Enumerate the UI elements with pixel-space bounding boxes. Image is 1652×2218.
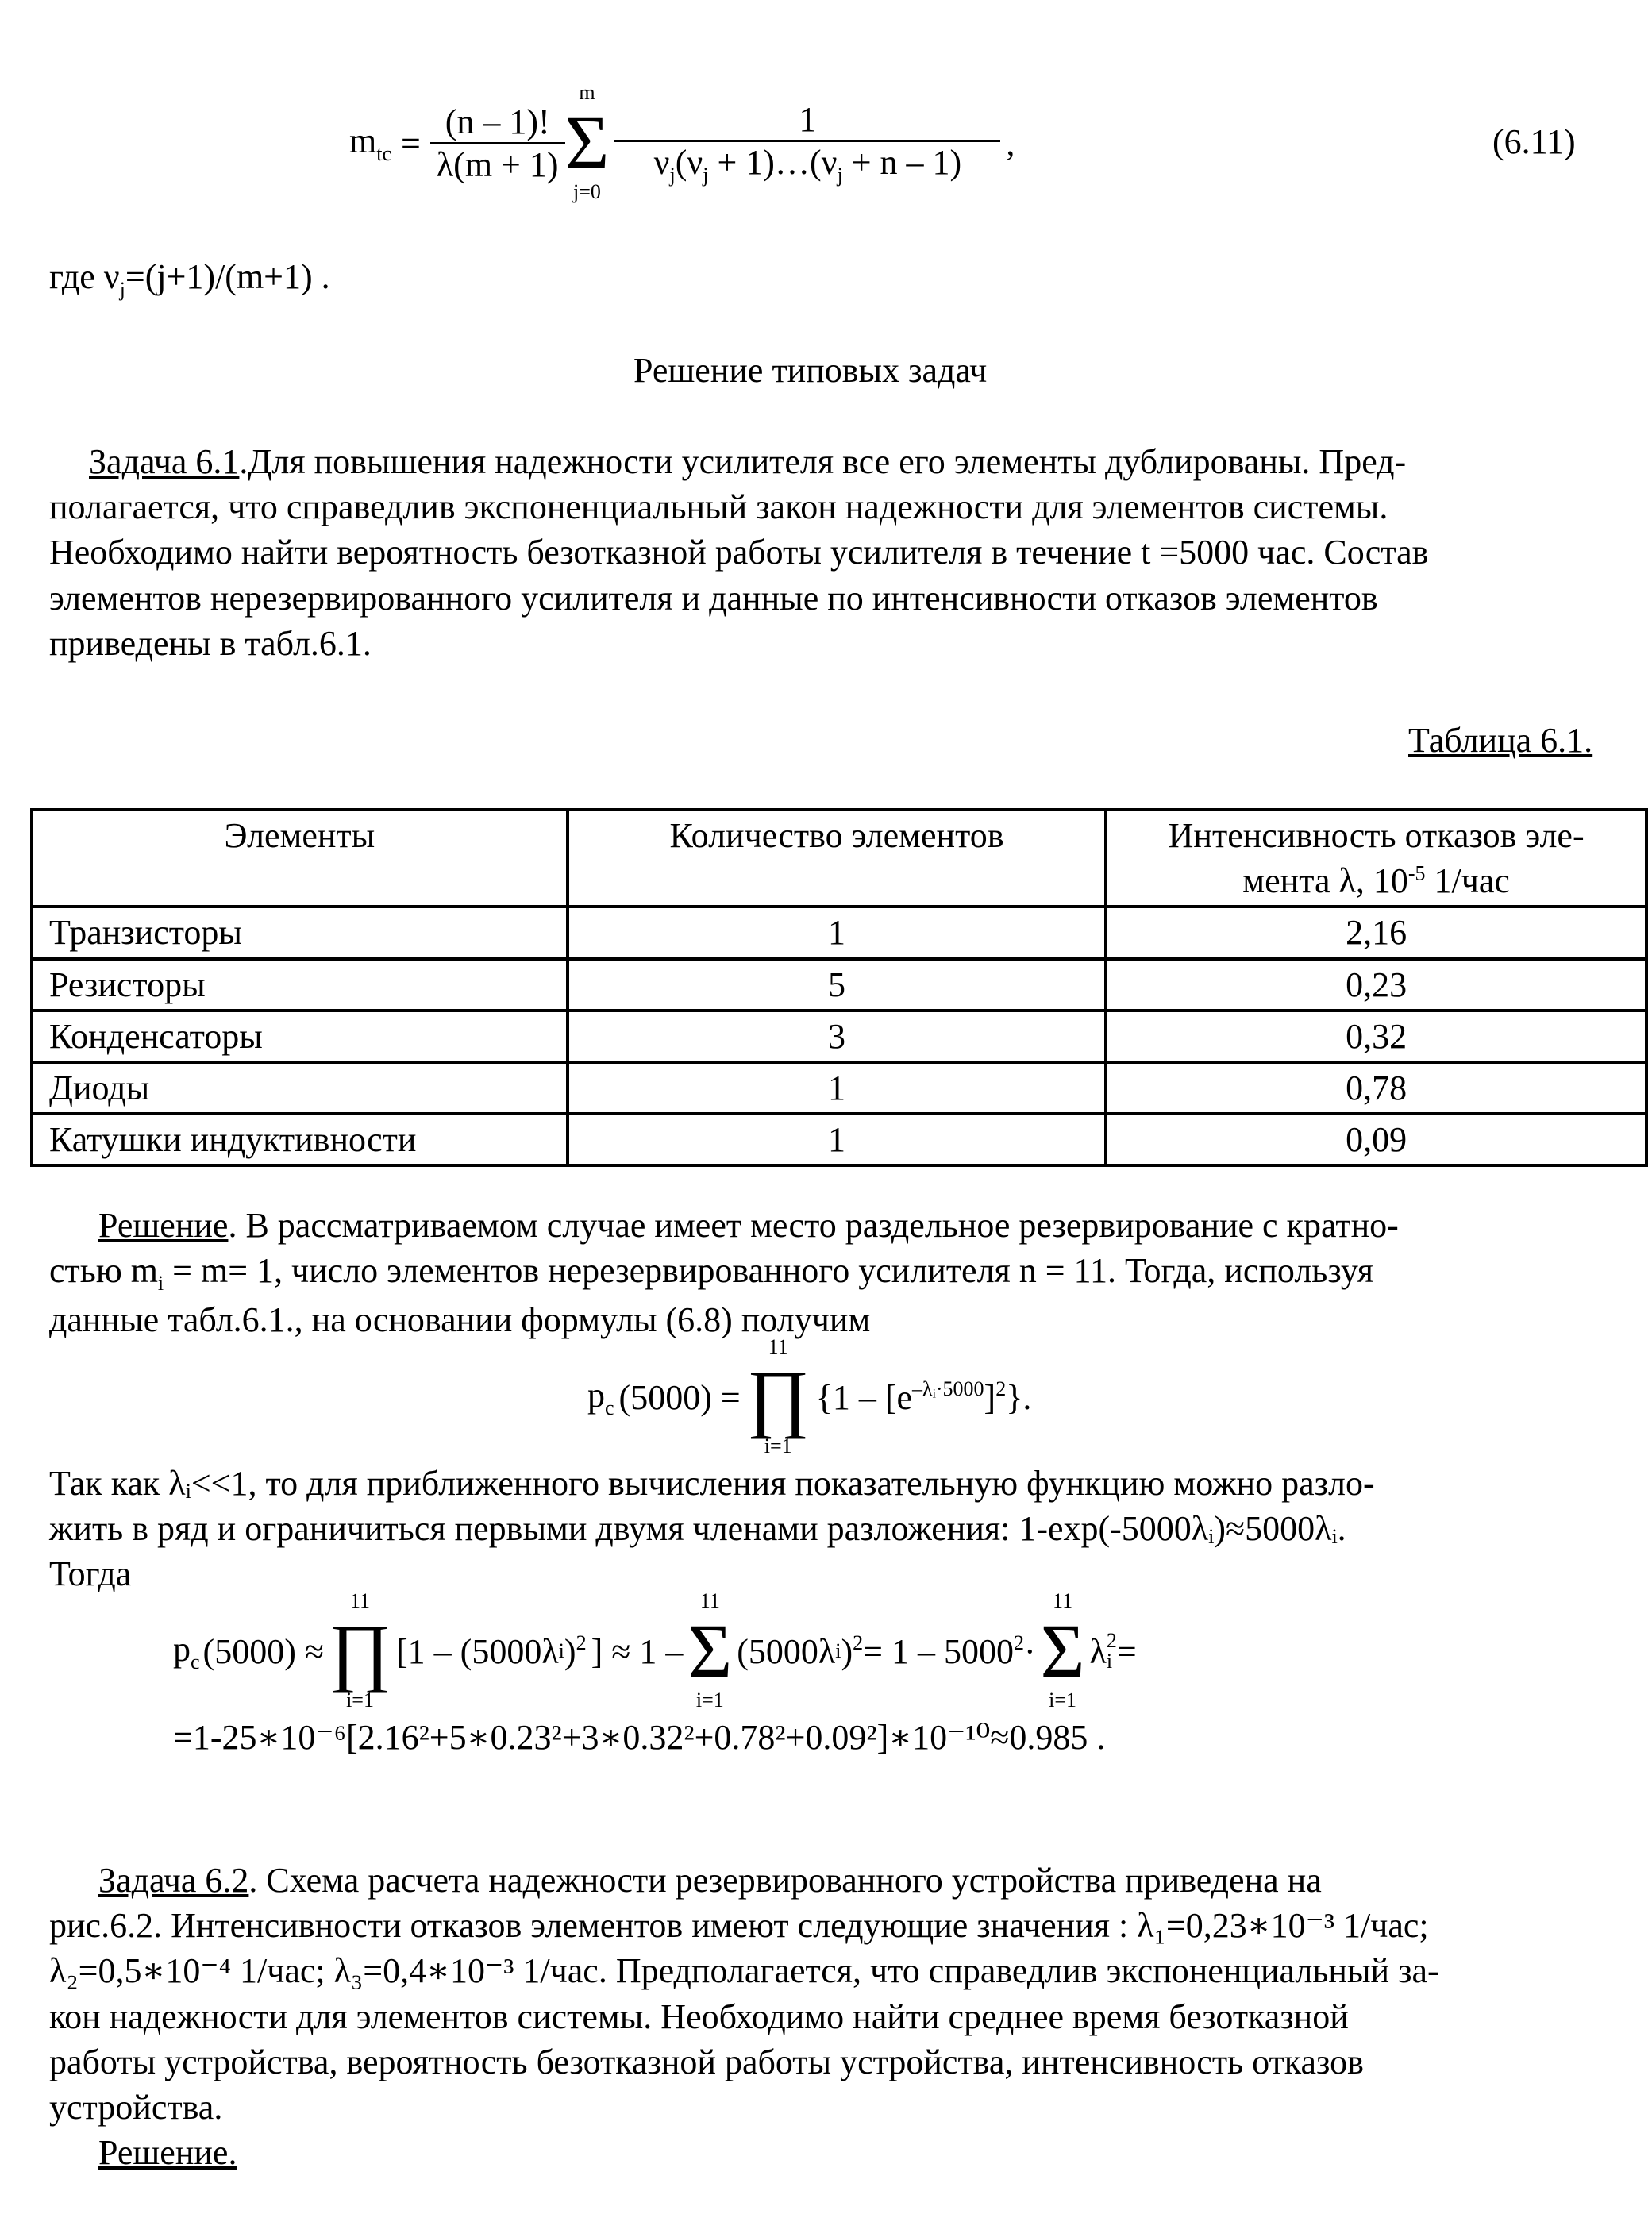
equation-number: (6.11) [1492, 122, 1576, 161]
table-header-row [32, 810, 1646, 907]
sum-upper-limit: m [579, 81, 595, 105]
solution-6-1-paragraph: Решение. В рассматриваемом случае имеет место раздельное резервирование с кратно- стью $m_i = m= 1$, число элементов нерезервированного усилителя n = 11. Тогда, используя данные табл.6.1., на основании формулы (6.8) получим [49, 1206, 1399, 1339]
task-6-1-paragraph: Задача 6.1.Для повышения надежности усилителя все его элементы дублированы. Пред- полагается, что справедлив экспоненциальный закон надежности для элементов системы. Необходимо найти вероятность безотказной работы усилителя в течение t =5000 час. Состав элементов нерезервированного усилителя и данные по интенсивности отказов элементов приведены в табл.6.1. [49, 442, 1429, 663]
header-elements: Элементы [32, 810, 568, 907]
solution-6-1-label: Решение [98, 1206, 229, 1245]
approximation-paragraph: Так как λᵢ<<1, то для приближенного вычисления показательную функцию можно разло- жить в ряд и ограничиться первыми двумя членами разложения: 1-exp(-5000λᵢ)≈5000λᵢ. Тогда [49, 1464, 1375, 1594]
task-6-2-paragraph: Задача 6.2. Схема расчета надежности резервированного устройства приведена на рис.6.2. Интенсивности отказов элементов имеют следующие значения : λ₁=0,23∗10⁻³ 1/час; λ₂=0,5∗10⁻⁴ 1/час; λ₃=0,4∗10⁻³ 1/час. Предполагается, что справедлив экспоненциальный за- кон надежности для элементов системы. Необходимо найти среднее время безотказной работы устройства, вероятность безотказной работы устройства, интенсивность отказов устройства. Решение. [49, 1861, 1439, 2173]
sigma-symbol: Σ [564, 100, 610, 185]
sum-operator [565, 82, 610, 203]
header-intensity: Интенсивность отказов эле- мента λ, $10^{-5}$ 1/час [1106, 810, 1646, 907]
task-6-2-label: Задача 6.2 [98, 1861, 249, 1900]
table-row: Катушки индуктивности 1 0,09 [32, 1114, 1646, 1165]
task-6-1-label: Задача 6.1 [89, 442, 240, 481]
formula-fraction [430, 102, 565, 185]
inner-denominator: $\nu_j(\nu_j$ + $1)\dots(\nu_j + n - 1)$ [614, 140, 1000, 187]
fraction-numerator: (n – 1)! [445, 102, 550, 141]
table-caption: Таблица 6.1. [1408, 721, 1593, 760]
fraction-denominator: λ(m + 1) [430, 142, 565, 185]
table-row: Конденсаторы 3 0,32 [32, 1011, 1646, 1062]
solution-6-2-label: Решение. [98, 2133, 237, 2173]
sum-operator-3: 11 Σ i=1 [1040, 1589, 1085, 1712]
formula-pc-product: $p_c$ (5000) = 11 ∏ i=1 {1 – [e $^{-\lambda ᵢ\cdot 5000}$ ] $^2$ }. [587, 1335, 1032, 1457]
formula-result: =1-25∗10⁻⁶[2.16²+5∗0.23²+3∗0.32²+0.78²+0.09²]∗10⁻¹⁰≈0.985 . [173, 1718, 1106, 1757]
formula-long: $p_c$ (5000) ≈ 11 ∏ i=1 [1 – (5000λ i ) $^2$ ] ≈ 1 – 11 Σ i=1 (5000λ i ) $^2$ = 1 – 5000 $^2$ · 11 Σ i=1 λ 2 i = [173, 1589, 1137, 1712]
formula-lhs: $m_{tc}$ [349, 121, 391, 165]
product-operator: 11 ∏ i=1 [746, 1335, 810, 1457]
product-operator-2: 11 ∏ i=1 [329, 1589, 392, 1712]
formula-comma: , [1006, 123, 1015, 163]
header-count: Количество элементов [568, 810, 1107, 907]
table-row: Резисторы 5 0,23 [32, 959, 1646, 1011]
formula-6-11 [349, 75, 1015, 210]
elements-table [30, 808, 1648, 1167]
table-row: Транзисторы 1 2,16 [32, 907, 1646, 958]
inner-fraction [609, 99, 1006, 187]
formula-eq: = [401, 123, 421, 163]
sum-lower-limit: j=0 [573, 180, 601, 203]
table-row: Диоды 1 0,78 [32, 1062, 1646, 1114]
inner-numerator: 1 [799, 99, 817, 139]
section-heading: Решение типовых задач [633, 351, 988, 390]
sum-operator-2: 11 Σ i=1 [687, 1589, 733, 1712]
where-line: где $\nu_j=(j+1)/(m+1)$ . [49, 257, 330, 301]
